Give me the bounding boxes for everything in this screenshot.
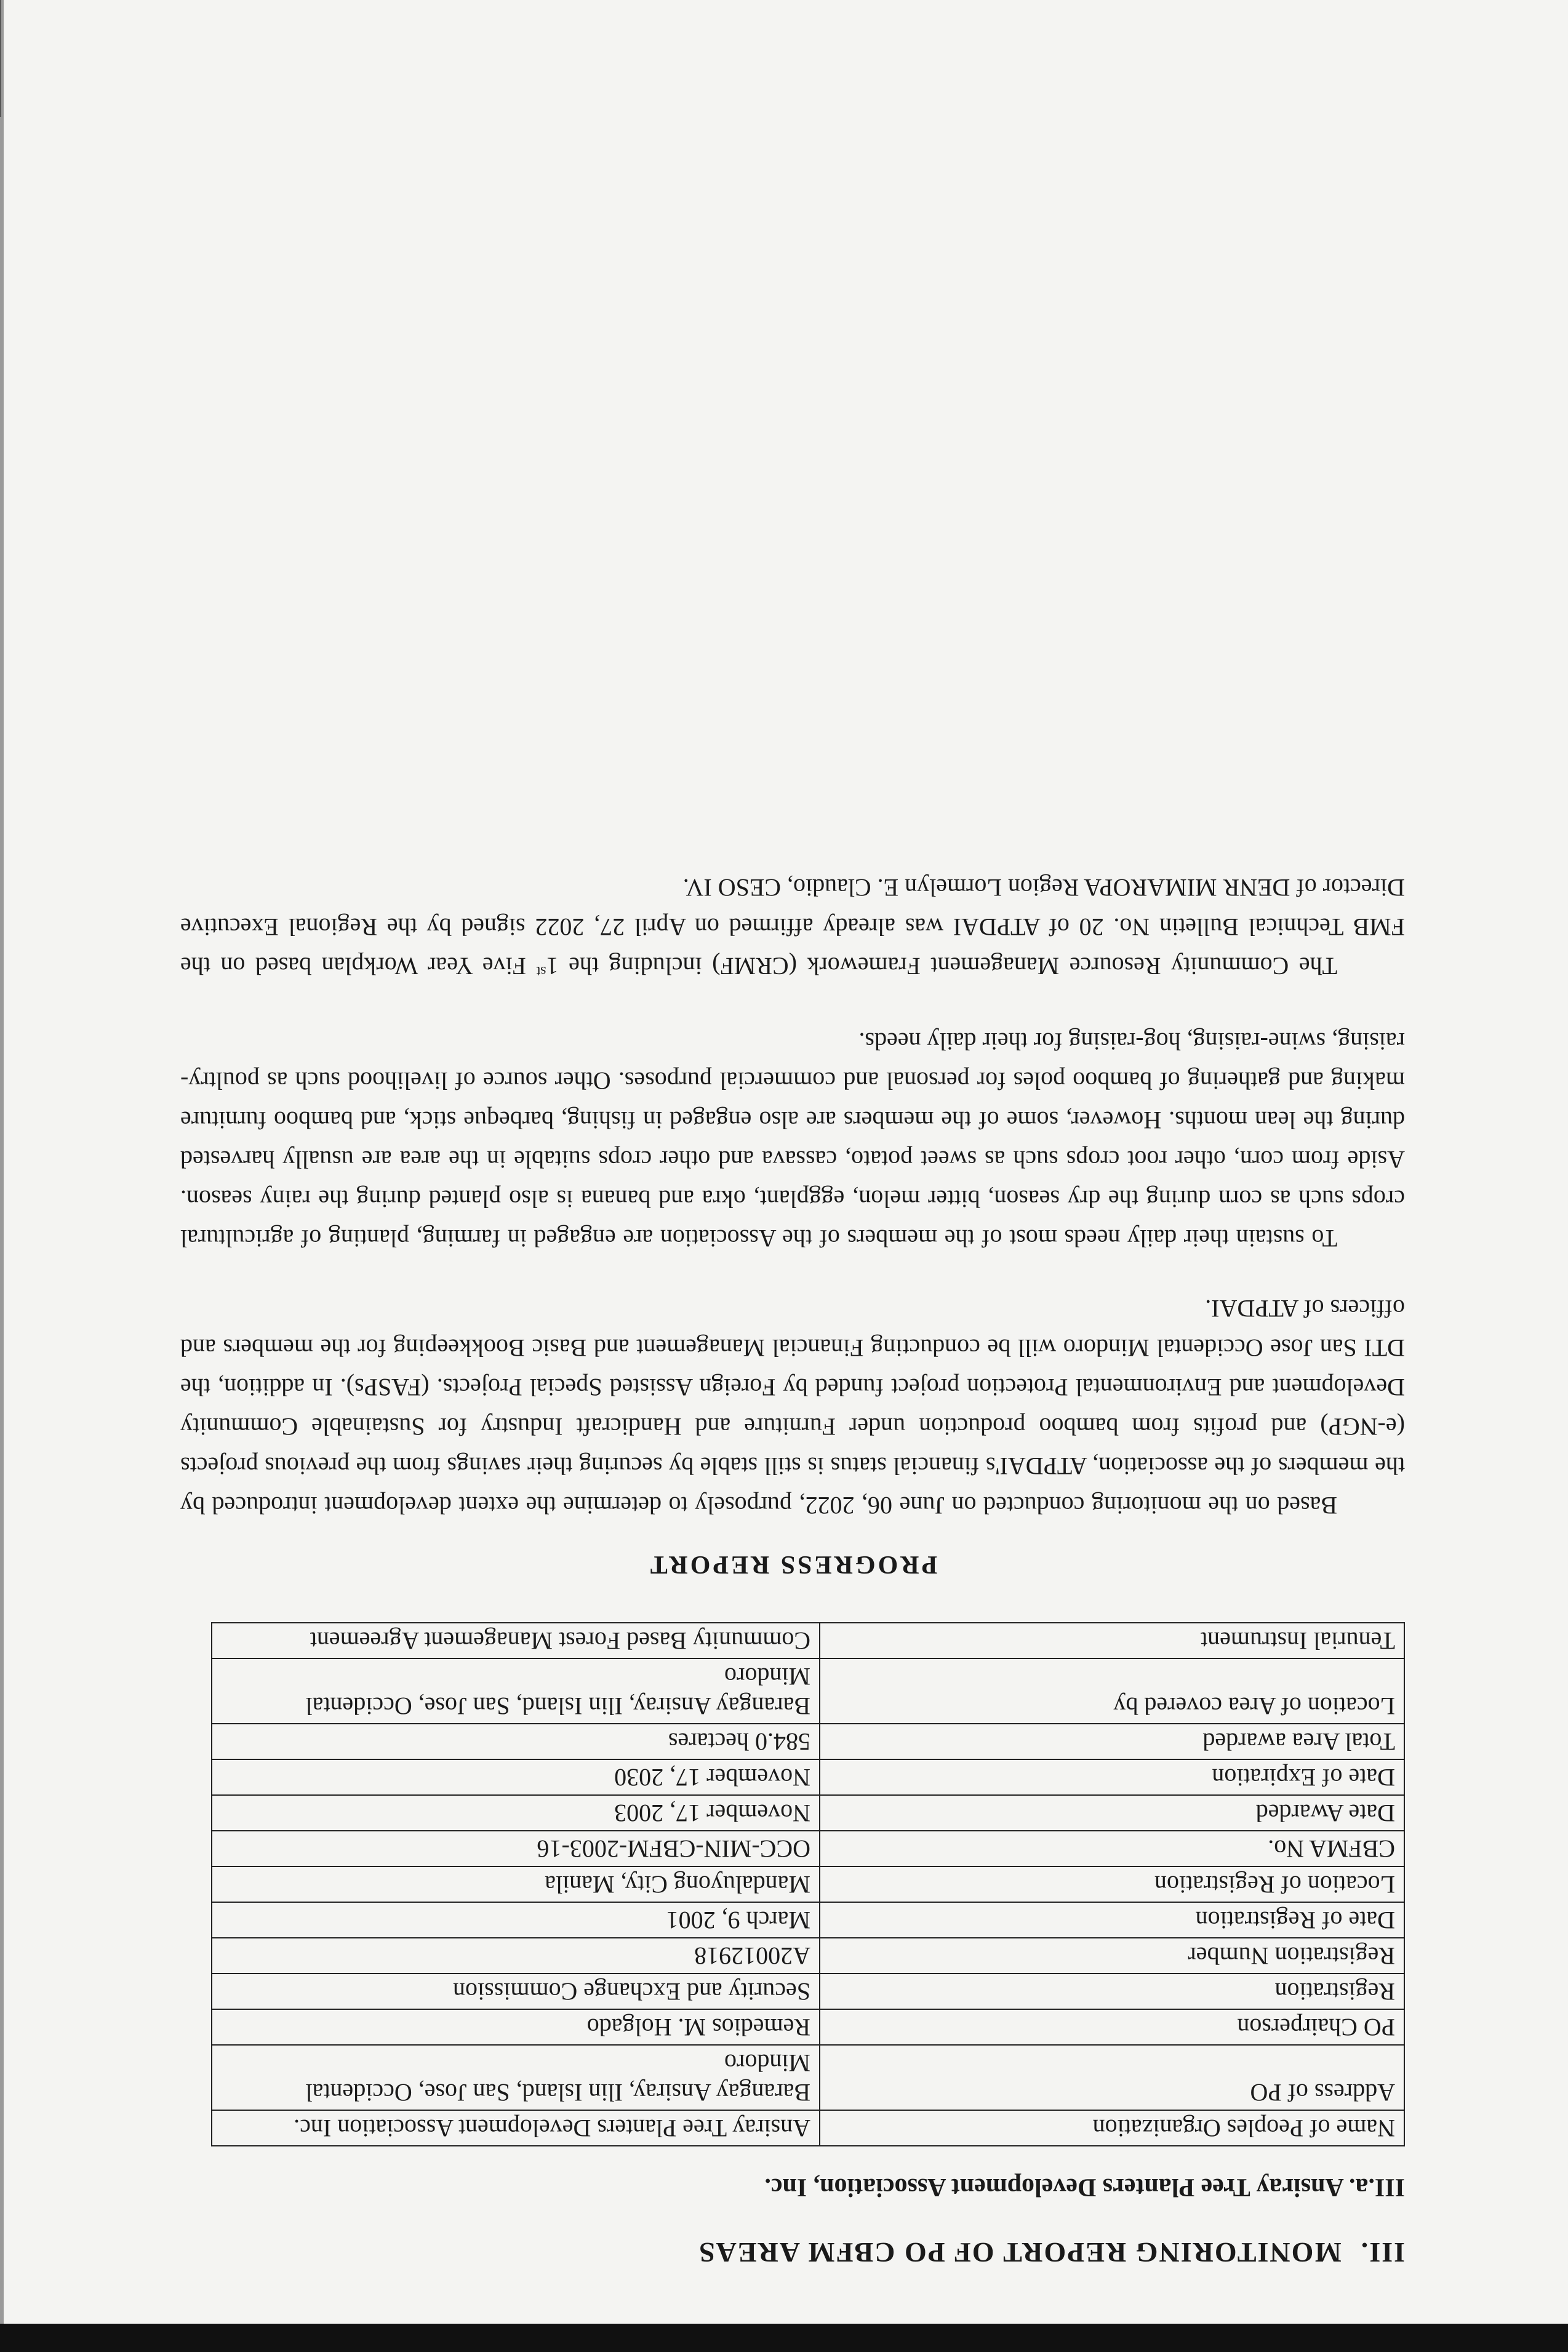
table-row — [212, 1866, 1404, 1902]
table-cell-value: Barangay Ansiray, Ilin Island, San Jose, Occidental Mindoro — [212, 2045, 820, 2110]
po-info-table — [211, 1622, 1405, 2146]
table-row — [212, 1938, 1404, 1974]
table-cell-label: Registration Number — [820, 1938, 1404, 1974]
table-cell-value: Remedios M. Holgado — [212, 2009, 820, 2045]
table-cell-value: A20012918 — [212, 1938, 820, 1974]
table-cell-label: Total Area awarded — [820, 1724, 1404, 1759]
table-cell-value: Ansiray Tree Planters Development Association Inc. — [212, 2110, 820, 2146]
table-cell-value: Security and Exchange Commission — [212, 1974, 820, 2009]
table-cell-label: CBFMA No. — [820, 1831, 1404, 1866]
table-cell-value: OCC-MIN-CBFM-2003-16 — [212, 1831, 820, 1866]
table-cell-label: Address of PO — [820, 2045, 1404, 2110]
crmf-text-start: The Community Resource Management Framework (CRMF) including the 1 — [546, 952, 1337, 980]
report-paragraph-crmf — [180, 868, 1405, 991]
document-content — [180, 837, 1405, 2269]
section-number: III. — [1359, 2237, 1405, 2268]
table-row — [212, 1831, 1404, 1866]
table-row — [212, 1724, 1404, 1759]
table-cell-label: Date of Registration — [820, 1902, 1404, 1938]
table-row — [212, 2045, 1404, 2110]
section-heading — [180, 2236, 1405, 2269]
table-cell-label: Registration — [820, 1974, 1404, 2009]
po-info-table-body — [212, 1623, 1404, 2146]
table-row — [212, 1658, 1404, 1724]
table-cell-value: Mandaluyong City, Manila — [212, 1866, 820, 1902]
table-cell-value: November 17, 2003 — [212, 1795, 820, 1831]
table-row — [212, 2110, 1404, 2146]
table-cell-label: Location of Area covered by — [820, 1658, 1404, 1724]
ordinal-suffix: st — [536, 963, 546, 979]
table-row — [212, 1974, 1404, 2009]
crmf-text-end: Five Year Workplan based on the FMB Technical Bulletin No. 20 of ATPDAI was already affirmed on April 27, 2022 signed by the Regional Executive Director of DENR MIMAROPA Region Lormelyn E. Claudio, CESO IV. — [180, 873, 1405, 980]
table-cell-label: Name of Peoples Organization — [820, 2110, 1404, 2146]
section-title: MONITORING REPORT OF PO CBFM AREAS — [698, 2237, 1342, 2268]
table-cell-label: Date of Expiration — [820, 1759, 1404, 1795]
table-cell-label: Tenurial Instrument — [820, 1623, 1404, 1658]
table-cell-label: Date Awarded — [820, 1795, 1404, 1831]
table-cell-value: March 9, 2001 — [212, 1902, 820, 1938]
table-cell-value: Community Based Forest Management Agreement — [212, 1623, 820, 1658]
table-row — [212, 1623, 1404, 1658]
report-paragraph-financial: Based on the monitoring conducted on June 06, 2022, purposely to determine the extent development introduced by the members of the association, ATPDAI's financial status is still stable by securing their savings from the previous projects (e-NGP) and profits from bamboo production under Furniture and Handicraft Industry for Sustainable Community Development and Environmental Protection project funded by Foreign Assisted Special Projects. (FASPs). In addition, the DTI San Jose Occidental Mindoro will be conducting Financial Management and Basic Bookkeeping for the members and officers of ATPDAI. — [180, 1295, 1405, 1519]
progress-report-heading: PROGRESS REPORT — [647, 1550, 938, 1578]
table-row — [212, 2009, 1404, 2045]
table-row — [212, 1795, 1404, 1831]
report-paragraph-livelihood: To sustain their daily needs most of the members of the Association are engaged in farming, planting of agricultural crops such as corn during the dry season, bitter melon, eggplant, okra and banana is also planted during the rainy season. Aside from corn, other root crops such as sweet potato, cassava and other crops suitable in the area are usually harvested during the lean months. However, some of the members are also engaged in fishing, barbeque stick, and bamboo furniture making and gathering of bamboo poles for personal and commercial purposes. Other source of livelihood such as poultry-raising, swine-raising, hog-raising for their daily needs. — [180, 1028, 1405, 1252]
table-cell-value: November 17, 2030 — [212, 1759, 820, 1795]
table-cell-value: Barangay Ansiray, Ilin Island, San Jose, Occidental Mindoro — [212, 1658, 820, 1724]
subsection-title: III.a. Ansiray Tree Planters Development Association, Inc. — [764, 2173, 1405, 2201]
table-cell-label: PO Chairperson — [820, 2009, 1404, 2045]
table-row — [212, 1759, 1404, 1795]
table-cell-value: 584.0 hectares — [212, 1724, 820, 1759]
table-cell-label: Location of Registration — [820, 1866, 1404, 1902]
table-row — [212, 1902, 1404, 1938]
